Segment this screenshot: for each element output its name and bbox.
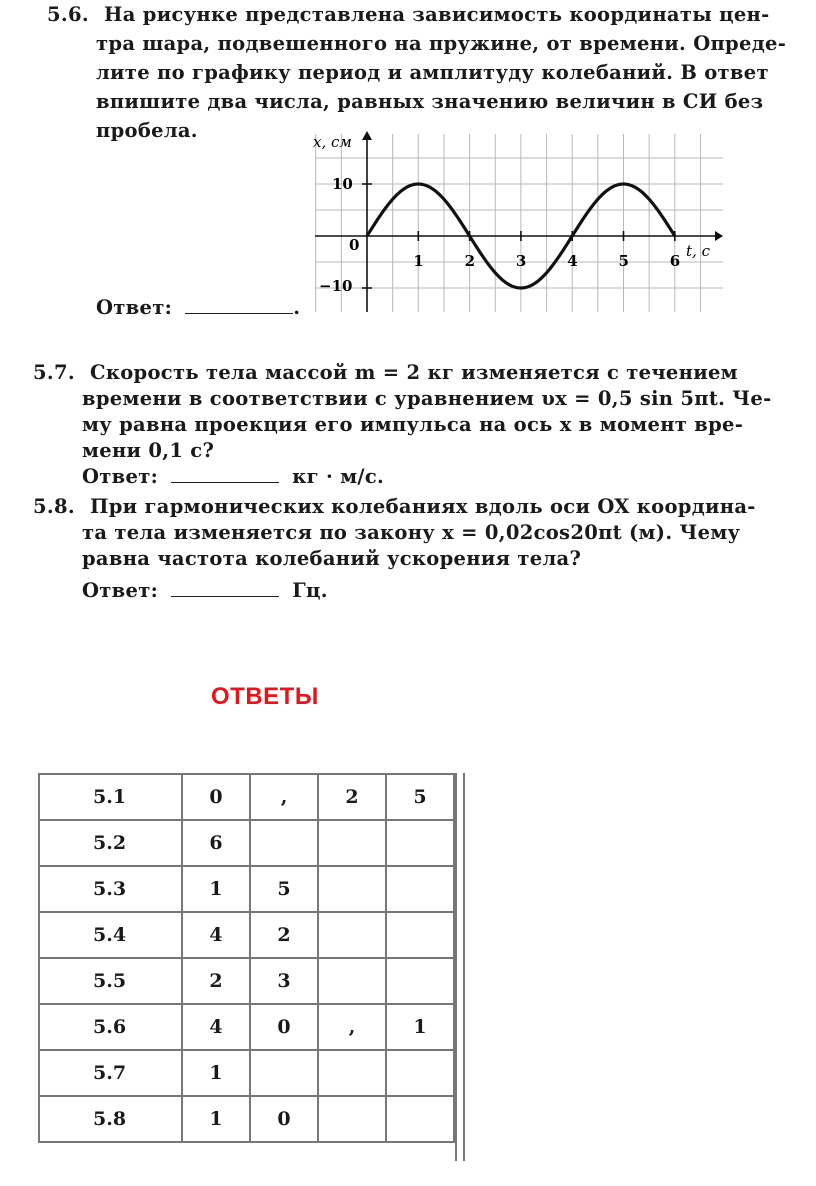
- task-number-cell: 5.4: [39, 912, 182, 958]
- origin-label: 0: [349, 236, 360, 254]
- task-number-cell: 5.7: [39, 1050, 182, 1096]
- answer-blank: [171, 596, 279, 597]
- answer-digit-cell: 1: [182, 866, 250, 912]
- answer-digit-cell: [250, 820, 318, 866]
- problem-5-7-line-3: му равна проекция его импульса на ось x в момент вре-: [82, 413, 744, 436]
- problem-5-6-line-1: [47, 3, 770, 26]
- task-number-cell: 5.2: [39, 820, 182, 866]
- table-row: [39, 1050, 454, 1096]
- answer-digit-cell: 3: [250, 958, 318, 1004]
- y-axis-label: x, см: [313, 133, 352, 151]
- table-row: [39, 912, 454, 958]
- problem-5-8-line-2: та тела изменяется по закону x = 0,02cos20πt (м). Чему: [82, 521, 741, 544]
- answer-digit-cell: [386, 866, 454, 912]
- task-number-cell: 5.3: [39, 866, 182, 912]
- answer-digit-cell: 0: [182, 774, 250, 820]
- table-row: [39, 820, 454, 866]
- answer-digit-cell: 2: [250, 912, 318, 958]
- answer-digit-cell: 0: [250, 1004, 318, 1050]
- displacement-time-chart: [305, 126, 725, 316]
- problem-text: На рисунке представлена зависимость координаты цен-: [104, 3, 770, 26]
- answer-digit-cell: [386, 1096, 454, 1142]
- answer-blank: [171, 482, 279, 483]
- answer-digit-cell: 5: [250, 866, 318, 912]
- x-tick-label: 6: [669, 252, 681, 270]
- answer-digit-cell: [318, 958, 386, 1004]
- problem-5-7-line-4: мени 0,1 с?: [82, 439, 215, 462]
- answer-digit-cell: 4: [182, 912, 250, 958]
- answer-digit-cell: 1: [182, 1050, 250, 1096]
- answers-title: ОТВЕТЫ: [211, 683, 319, 710]
- answer-digit-cell: [386, 912, 454, 958]
- problem-5-6-line-4: впишите два числа, равных значению величин в СИ без: [96, 90, 764, 113]
- answer-suffix: .: [293, 296, 301, 319]
- answer-digit-cell: [318, 1050, 386, 1096]
- answer-digit-cell: ,: [250, 774, 318, 820]
- problem-number: 5.6.: [47, 3, 89, 26]
- problem-5-8-line-3: равна частота колебаний ускорения тела?: [82, 547, 582, 570]
- task-number-cell: 5.5: [39, 958, 182, 1004]
- table-row: [39, 958, 454, 1004]
- table-row: [39, 1096, 454, 1142]
- answer-digit-cell: [386, 820, 454, 866]
- answer-digit-cell: [386, 1050, 454, 1096]
- answer-label: Ответ:: [82, 579, 159, 602]
- answer-digit-cell: [250, 1050, 318, 1096]
- answer-unit: кг · м/с.: [292, 465, 385, 488]
- problem-number: 5.8.: [33, 495, 75, 518]
- answer-digit-cell: 0: [250, 1096, 318, 1142]
- table-edge: [455, 773, 465, 1161]
- answer-digit-cell: 2: [318, 774, 386, 820]
- y-tick-label: −10: [319, 277, 353, 295]
- x-tick-label: 4: [567, 252, 578, 270]
- table-row: [39, 774, 454, 820]
- problem-5-7-answer: [82, 465, 384, 488]
- answer-label: Ответ:: [96, 296, 173, 319]
- answer-digit-cell: [318, 1096, 386, 1142]
- answer-digit-cell: 1: [386, 1004, 454, 1050]
- problem-number: 5.7.: [33, 361, 75, 384]
- problem-5-6-answer: [96, 296, 300, 319]
- answer-digit-cell: 2: [182, 958, 250, 1004]
- answer-digit-cell: [386, 958, 454, 1004]
- x-axis-arrow: [715, 231, 723, 241]
- answer-label: Ответ:: [82, 465, 159, 488]
- problem-5-6-line-3: лите по графику период и амплитуду колебаний. В ответ: [96, 61, 769, 84]
- answer-unit: Гц.: [292, 579, 328, 602]
- x-tick-label: 5: [618, 252, 629, 270]
- y-axis-arrow: [362, 131, 372, 140]
- answers-table: [38, 773, 455, 1143]
- problem-5-8-answer: [82, 579, 328, 602]
- answer-digit-cell: 5: [386, 774, 454, 820]
- x-tick-label: 1: [413, 252, 424, 270]
- problem-5-7-line-2: времени в соответствии с уравнением υx = 0,5 sin 5πt. Че-: [82, 387, 772, 410]
- task-number-cell: 5.1: [39, 774, 182, 820]
- problem-5-6-line-2: тра шара, подвешенного на пружине, от времени. Опреде-: [96, 32, 787, 55]
- problem-5-7-line-1: [33, 361, 738, 384]
- answer-digit-cell: 6: [182, 820, 250, 866]
- answer-digit-cell: [318, 820, 386, 866]
- answer-digit-cell: [318, 866, 386, 912]
- task-number-cell: 5.6: [39, 1004, 182, 1050]
- answer-digit-cell: ,: [318, 1004, 386, 1050]
- task-number-cell: 5.8: [39, 1096, 182, 1142]
- table-row: [39, 1004, 454, 1050]
- x-axis-label: t, с: [686, 242, 710, 260]
- answer-blank: [185, 313, 293, 314]
- problem-5-8-line-1: [33, 495, 756, 518]
- answer-digit-cell: [318, 912, 386, 958]
- table-row: [39, 866, 454, 912]
- problem-text: При гармонических колебаниях вдоль оси OX координа-: [90, 495, 756, 518]
- y-tick-label: 10: [332, 175, 353, 193]
- x-tick-label: 2: [464, 252, 476, 270]
- problem-5-6-line-5: пробела.: [96, 119, 198, 142]
- answer-digit-cell: 4: [182, 1004, 250, 1050]
- problem-text: Скорость тела массой m = 2 кг изменяется с течением: [90, 361, 738, 384]
- x-tick-label: 3: [515, 252, 527, 270]
- answer-digit-cell: 1: [182, 1096, 250, 1142]
